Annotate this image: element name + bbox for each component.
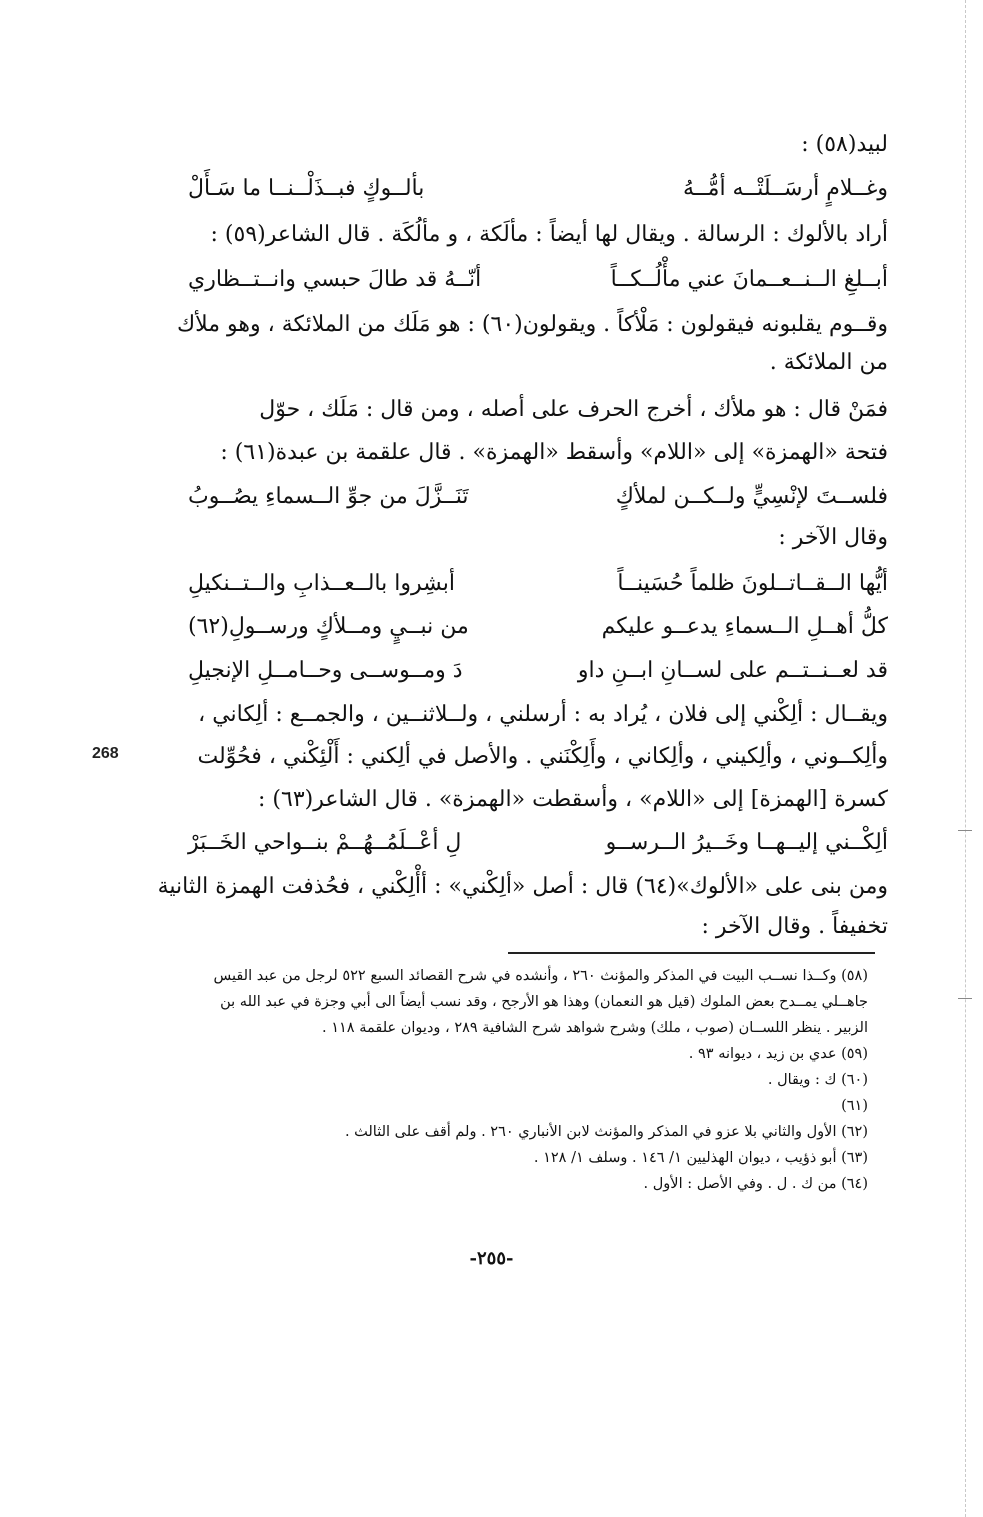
body-line: تخفيفاً . وقال الآخر :: [701, 914, 888, 939]
verse-first-hemistich: أيُّها الــقــاتــلونَ ظلماً حُسَينــاً: [617, 571, 888, 596]
body-line: فتحة «الهمزة» إلى «اللام» وأسقط «الهمزة» . قال علقمة بن عبدة(٦١) :: [220, 440, 888, 465]
verse-line: [188, 263, 888, 297]
footnote-line: (٦١): [841, 1098, 868, 1114]
footnote-line: (٥٨) وكــذا نســب البيت في المذكر والمؤنث ٢٦٠ ، وأنشده في شرح القصائد السبع ٥٢٢ لرجل من عبد القيس: [213, 968, 868, 984]
footnote-line: (٥٩) عدي بن زيد ، ديوانه ٩٣ .: [688, 1046, 868, 1062]
body-line: ومن بنى على «الألوك»(٦٤) قال : أصل «ألِكْني» : أأْلِكْني ، فحُذفت الهمزة الثانية: [157, 874, 888, 899]
verse-second-hemistich: لِ أعْــلَمُــهُــمْ بنــواحي الخَــبَرْ: [188, 830, 462, 855]
page-edge-guide: [965, 0, 966, 1517]
verse-line: [188, 567, 888, 601]
verse-second-hemistich: بألــوكٍ فبــذَلْــنــا ما سَـأَلْ: [188, 176, 425, 201]
verse-line: [188, 172, 888, 206]
verse-second-hemistich: أنّــهُ قد طالَ حبسي وانــتــظاري: [188, 267, 482, 292]
footnote-separator: [508, 952, 875, 954]
footnote-line: (٦٤) من ك . ل . وفي الأصل : الأول .: [643, 1176, 868, 1192]
verse-second-hemistich: تَنَــزَّلَ من جوِّ الــسماءِ يصُــوبُ: [188, 484, 469, 509]
verse-line: [188, 654, 888, 688]
verse-first-hemistich: كلُّ أهــلِ الــسماءِ يدعــو عليكم: [601, 614, 888, 639]
body-line: من الملائكة .: [769, 350, 888, 375]
verse-line: [188, 826, 888, 860]
footnote-line: (٦٠) ك : ويقال .: [767, 1072, 868, 1088]
verse-first-hemistich: أبــلغِ الــنــعــمانَ عني مأْلُــكــاً: [610, 267, 888, 292]
verse-second-hemistich: من نبــيٍ ومــلأكٍ ورســولِ(٦٢): [188, 614, 469, 639]
footnote-line: (٦٣) أبو ذؤيب ، ديوان الهذليين ١/ ١٤٦ . وسلف ١/ ١٢٨ .: [533, 1150, 868, 1166]
verse-first-hemistich: قد لعــنــتــم على لســانِ ابــنِ داو: [577, 658, 888, 683]
margin-page-number: 268: [92, 745, 119, 762]
footnote-line: الزبير . ينظر اللســان (صوب ، ملك) وشرح شواهد شرح الشافية ٢٨٩ ، وديوان علقمة ١١٨ .: [322, 1020, 868, 1036]
verse-first-hemistich: ألِكْــني إليــهــا وخَــيرُ الــرســو: [605, 830, 888, 855]
body-line: وقال الآخر :: [778, 525, 888, 550]
body-line: ويقــال : ألِكْني إلى فلان ، يُراد به : أرسلني ، ولــلاثنــين ، والجمــع : ألِكاني ،: [198, 702, 888, 727]
verse-first-hemistich: وغــلامٍ أرسَــلَتْــه أمُّــهُ: [682, 176, 888, 201]
footnote-line: جاهــلي يمــدح بعض الملوك (قيل هو النعمان) وهذا هو الأرجح ، وقد نسب أيضاً الى أبي وجزة في عبد الله بن: [220, 994, 868, 1010]
verse-line: [188, 480, 888, 514]
body-line: فمَنْ قال : هو ملأك ، أخرج الحرف على أصله ، ومن قال : مَلَك ، حوّل: [259, 397, 888, 422]
body-line: لبيد(٥٨) :: [801, 132, 888, 157]
body-line: أراد بالألوك : الرسالة . ويقال لها أيضاً : مألَكة ، و مألُكَة . قال الشاعر(٥٩) :: [210, 222, 888, 247]
verse-first-hemistich: فلســتَ لإنْسِيٍّ ولــكــن لملأكٍ: [615, 484, 888, 509]
body-line: وألِكــوني ، وألِكيني ، وألِكاني ، وأَلِكْنَني . والأصل في ألِكني : أَلْئِكْني ، فحُوِّلت: [197, 744, 888, 769]
body-line: وقــوم يقلبونه فيقولون : مَلْأكاً . ويقولون(٦٠) : هو مَلَك من الملائكة ، وهو ملأك: [176, 312, 888, 337]
verse-line: [188, 610, 888, 644]
verse-second-hemistich: أبشِروا بالــعــذابِ والــتــنكيلِ: [188, 571, 455, 596]
verse-second-hemistich: دَ ومــوســى وحــامــلِ الإنجيلِ: [188, 658, 463, 683]
page-number: -٢٥٥-: [469, 1248, 514, 1269]
edge-tick: [958, 998, 972, 999]
edge-tick: [958, 830, 972, 831]
footnote-line: (٦٢) الأول والثاني بلا عزو في المذكر والمؤنث لابن الأنباري ٢٦٠ . ولم أقف على الثالث .: [344, 1124, 868, 1140]
body-line: كسرة [الهمزة] إلى «اللام» ، وأسقطت «الهمزة» . قال الشاعر(٦٣) :: [258, 787, 888, 812]
